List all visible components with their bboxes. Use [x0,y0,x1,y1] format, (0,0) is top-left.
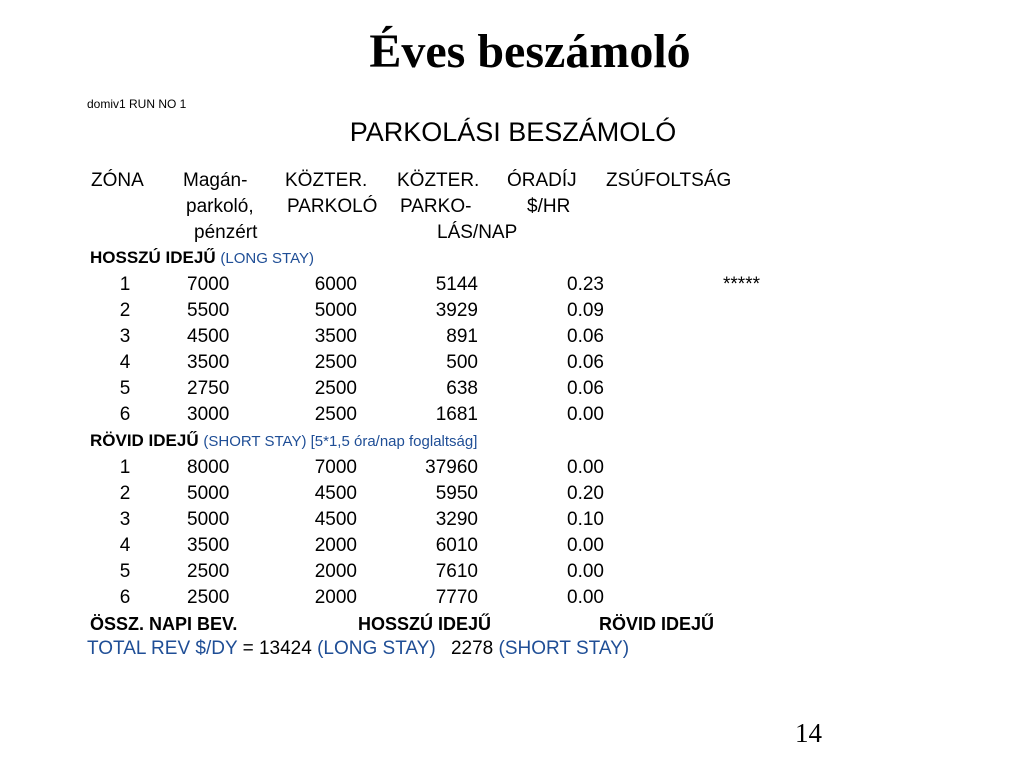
rate-cell: 0.20 [567,483,604,504]
zone-cell: 4 [119,352,131,373]
zone-cell: 3 [119,509,131,530]
table-row [0,272,1024,298]
private-cell: 4500 [187,326,230,347]
private-cell: 3500 [187,535,230,556]
table-row [0,402,1024,428]
zone-cell: 5 [119,561,131,582]
zone-cell: 4 [119,535,131,556]
zone-cell: 6 [119,404,131,425]
table-row [0,376,1024,402]
summary-header [90,611,750,637]
daily-cell: 7770 [435,587,478,608]
zone-cell: 3 [119,326,131,347]
public-cell: 2500 [314,352,357,373]
table-row [0,559,1024,585]
page-number: 14 [795,718,822,748]
rate-cell: 0.06 [567,326,604,347]
zone-cell: 2 [119,483,131,504]
daily-cell: 3929 [435,300,478,321]
private-cell: 3000 [187,404,230,425]
public-cell: 5000 [314,300,357,321]
rate-cell: 0.06 [567,352,604,373]
header-occupancy: ZSÚFOLTSÁG [606,170,732,191]
private-cell: 5500 [187,300,230,321]
public-cell: 2000 [314,535,357,556]
header-public-line2: PARKOLÓ [287,196,378,217]
daily-cell: 500 [446,352,478,373]
table-row [0,533,1024,559]
total-label: TOTAL REV $/DY [87,638,238,659]
header-zone: ZÓNA [91,170,144,191]
zone-cell: 1 [119,274,131,295]
total-revenue-line [87,636,629,662]
long-stay-note: (LONG STAY) [220,250,314,267]
rate-cell: 0.00 [567,561,604,582]
private-cell: 5000 [187,483,230,504]
header-daily-line2: PARKO- [400,196,472,217]
private-cell: 8000 [187,457,230,478]
header-daily-line1: KÖZTER. [397,170,480,191]
occupancy-cell: ***** [723,274,760,295]
public-cell: 2000 [314,561,357,582]
daily-cell: 1681 [435,404,478,425]
rate-cell: 0.00 [567,587,604,608]
zone-cell: 2 [119,300,131,321]
report-subtitle: PARKOLÁSI BESZÁMOLÓ [349,117,677,147]
zone-cell: 5 [119,378,131,399]
total-short-value: 2278 [450,638,494,659]
header-public-line1: KÖZTER. [285,170,368,191]
private-cell: 7000 [187,274,230,295]
public-cell: 6000 [314,274,357,295]
rate-cell: 0.00 [567,404,604,425]
table-row [0,585,1024,611]
header-private-line1: Magán- [183,170,248,191]
daily-cell: 37960 [425,457,478,478]
public-cell: 2500 [314,378,357,399]
table-row [0,507,1024,533]
table-row [0,350,1024,376]
total-long-note: (LONG STAY) [317,638,436,659]
table-row [0,324,1024,350]
table-row [0,481,1024,507]
private-cell: 2500 [187,561,230,582]
long-stay-title: HOSSZÚ IDEJŰ [90,248,216,267]
private-cell: 5000 [187,509,230,530]
rate-cell: 0.10 [567,509,604,530]
daily-cell: 891 [446,326,478,347]
public-cell: 3500 [314,326,357,347]
private-cell: 2750 [187,378,230,399]
total-long-value: 13424 [258,638,312,659]
header-private-line2: parkoló, [186,196,254,217]
header-rate-line1: ÓRADÍJ [507,170,577,191]
zone-cell: 1 [119,457,131,478]
public-cell: 2500 [314,404,357,425]
rate-cell: 0.06 [567,378,604,399]
zone-cell: 6 [119,587,131,608]
daily-cell: 6010 [435,535,478,556]
public-cell: 2000 [314,587,357,608]
summary-label: ÖSSZ. NAPI BEV. [90,614,238,634]
table-row [0,298,1024,324]
daily-cell: 638 [446,378,478,399]
table-row [0,455,1024,481]
daily-cell: 5144 [435,274,478,295]
rate-cell: 0.09 [567,300,604,321]
slide-title: Éves beszámoló [369,25,691,78]
rate-cell: 0.00 [567,535,604,556]
short-stay-heading [90,429,477,454]
summary-short-label: RÖVID IDEJŰ [599,614,715,634]
public-cell: 4500 [314,509,357,530]
total-short-note: (SHORT STAY) [498,638,630,659]
short-stay-note: (SHORT STAY) [5*1,5 óra/nap foglaltság] [203,433,478,450]
rate-cell: 0.00 [567,457,604,478]
short-stay-title: RÖVID IDEJŰ [90,431,199,450]
total-equals: = [242,638,254,659]
public-cell: 4500 [314,483,357,504]
private-cell: 2500 [187,587,230,608]
header-rate-line2: $/HR [527,196,571,217]
daily-cell: 5950 [435,483,478,504]
summary-long-label: HOSSZÚ IDEJŰ [358,614,492,634]
public-cell: 7000 [314,457,357,478]
header-private-line3: pénzért [194,222,258,243]
rate-cell: 0.23 [567,274,604,295]
header-daily-line3: LÁS/NAP [437,222,518,243]
private-cell: 3500 [187,352,230,373]
daily-cell: 3290 [435,509,478,530]
run-line: domiv1 RUN NO 1 [87,97,187,111]
daily-cell: 7610 [435,561,478,582]
long-stay-heading [90,246,314,271]
